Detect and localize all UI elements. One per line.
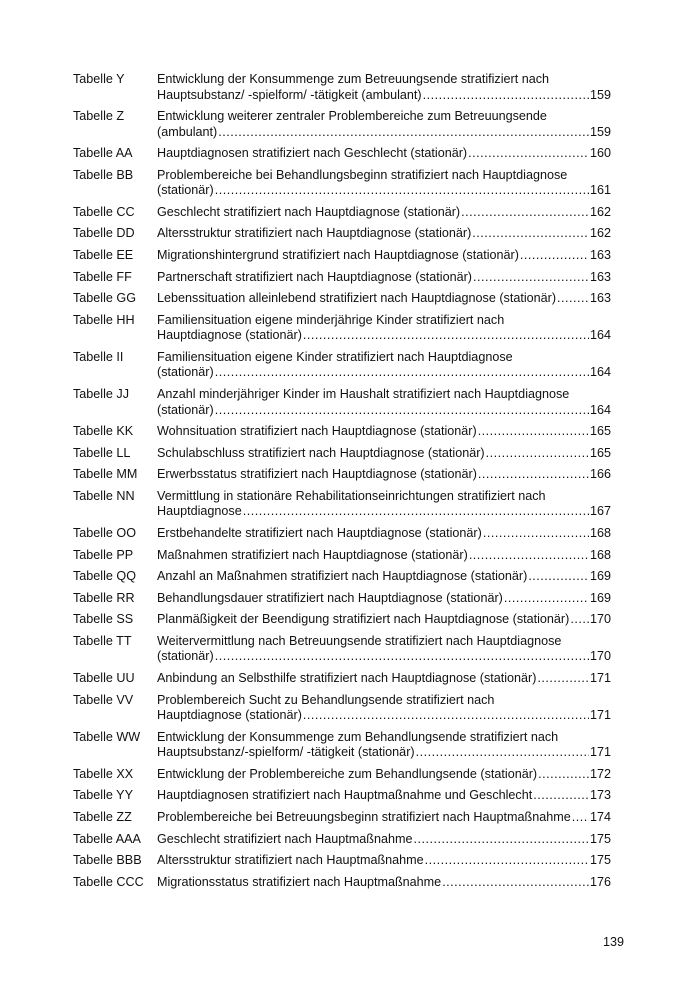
toc-entry-title xyxy=(157,146,611,162)
toc-entry-title-line: Problembereiche bei Behandlungsbeginn stratifiziert nach Hauptdiagnose xyxy=(157,167,568,182)
toc-entry-page[interactable]: 169 xyxy=(589,590,611,605)
toc-entry-title xyxy=(157,109,611,140)
toc-entry[interactable] xyxy=(73,671,611,687)
toc-entry-label: Tabelle FF xyxy=(73,269,132,284)
toc-entry-title-line: Hauptdiagnosen stratifiziert nach Hauptmaßnahme und Geschlecht xyxy=(157,788,533,803)
toc-entry[interactable] xyxy=(73,832,611,848)
toc-entry-label: Tabelle AAA xyxy=(73,831,141,846)
toc-entry-label: Tabelle NN xyxy=(73,488,135,503)
toc-entry[interactable] xyxy=(73,291,611,307)
toc-entry-title xyxy=(157,810,611,826)
toc-entry-page[interactable]: 170 xyxy=(589,612,611,627)
toc-entry-label: Tabelle BB xyxy=(73,167,134,182)
toc-entry-title xyxy=(157,226,611,242)
toc-entry-title-line: Anbindung an Selbsthilfe stratifiziert nach Hauptdiagnose (stationär) xyxy=(157,671,537,686)
toc-entry-label: Tabelle ZZ xyxy=(73,810,132,825)
toc-entry-title-line: Wohnsituation stratifiziert nach Hauptdiagnose (stationär) xyxy=(157,424,477,439)
toc-entry-label: Tabelle RR xyxy=(73,590,135,605)
toc-entry-label: Tabelle QQ xyxy=(73,569,136,584)
toc-entry-title xyxy=(157,591,611,607)
table-of-tables xyxy=(73,72,611,896)
toc-entry-label: Tabelle Y xyxy=(73,72,125,86)
dot-leader xyxy=(528,569,589,585)
toc-entry[interactable] xyxy=(73,788,611,804)
toc-entry[interactable] xyxy=(73,767,611,783)
toc-entry[interactable] xyxy=(73,72,611,103)
toc-entry-label: Tabelle JJ xyxy=(73,387,130,402)
dot-leader xyxy=(425,853,589,869)
toc-entry-title-line: Hauptdiagnose xyxy=(157,504,242,519)
toc-entry-title xyxy=(157,291,611,307)
toc-entry[interactable] xyxy=(73,168,611,199)
toc-entry-page[interactable]: 164 xyxy=(589,328,611,343)
toc-entry-title-line: Altersstruktur stratifiziert nach Hauptmaßnahme xyxy=(157,853,424,868)
toc-entry-title-line: Vermittlung in stationäre Rehabilitationseinrichtungen stratifiziert nach xyxy=(157,488,546,503)
toc-entry-page[interactable]: 170 xyxy=(589,649,611,664)
toc-entry[interactable] xyxy=(73,467,611,483)
toc-entry-page[interactable]: 169 xyxy=(589,569,611,584)
dot-leader xyxy=(303,708,589,724)
toc-entry-page[interactable]: 163 xyxy=(589,269,611,284)
dot-leader xyxy=(461,205,589,221)
toc-entry[interactable] xyxy=(73,109,611,140)
dot-leader xyxy=(483,526,589,542)
dot-leader xyxy=(557,291,589,307)
toc-entry[interactable] xyxy=(73,226,611,242)
toc-entry-label: Tabelle VV xyxy=(73,692,134,707)
toc-entry-title-line: Entwicklung weiterer zentraler Problembereiche zum Betreuungsende xyxy=(157,109,547,124)
toc-entry-label: Tabelle SS xyxy=(73,612,134,627)
toc-entry-label: Tabelle OO xyxy=(73,526,136,540)
toc-entry-label: Tabelle CC xyxy=(73,204,135,219)
toc-entry-title xyxy=(157,548,611,564)
toc-entry-label: Tabelle YY xyxy=(73,788,133,803)
toc-entry-title-line: (stationär) xyxy=(157,183,214,198)
toc-entry-title-line: Problembereich Sucht zu Behandlungsende stratifiziert nach xyxy=(157,692,495,707)
toc-entry[interactable] xyxy=(73,730,611,761)
toc-entry[interactable] xyxy=(73,693,611,724)
dot-leader xyxy=(504,591,589,607)
toc-entry-title xyxy=(157,788,611,804)
toc-entry-title xyxy=(157,248,611,264)
toc-entry-page[interactable]: 166 xyxy=(589,467,611,482)
toc-entry-page[interactable]: 163 xyxy=(589,291,611,306)
toc-entry[interactable] xyxy=(73,350,611,381)
toc-entry-page[interactable]: 161 xyxy=(589,183,611,198)
toc-entry-title-line: Problembereiche bei Betreuungsbeginn stratifiziert nach Hauptmaßnahme xyxy=(157,810,571,825)
toc-entry-page[interactable]: 162 xyxy=(589,226,611,241)
toc-entry[interactable] xyxy=(73,446,611,462)
toc-entry-title xyxy=(157,270,611,286)
toc-entry-title-line: Hauptsubstanz/ -spielform/ -tätigkeit (ambulant) xyxy=(157,87,422,102)
toc-entry-page[interactable]: 167 xyxy=(589,504,611,519)
toc-entry-title xyxy=(157,853,611,869)
toc-entry-title xyxy=(157,526,611,542)
toc-entry-title-line: Anzahl an Maßnahmen stratifiziert nach Hauptdiagnose (stationär) xyxy=(157,569,528,584)
toc-entry-label: Tabelle XX xyxy=(73,766,134,781)
toc-entry-label: Tabelle TT xyxy=(73,633,132,648)
toc-entry[interactable] xyxy=(73,548,611,564)
dot-leader xyxy=(520,248,589,264)
toc-entry-label: Tabelle CCC xyxy=(73,874,144,889)
toc-entry-title xyxy=(157,832,611,848)
dot-leader xyxy=(473,270,589,286)
toc-entry-title-line: Migrationsstatus stratifiziert nach Hauptmaßnahme xyxy=(157,874,442,889)
toc-entry[interactable] xyxy=(73,146,611,162)
toc-entry-page[interactable]: 171 xyxy=(589,745,611,760)
toc-entry-title-line: Maßnahmen stratifiziert nach Hauptdiagnose (stationär) xyxy=(157,547,468,562)
toc-entry-label: Tabelle BBB xyxy=(73,853,142,868)
toc-entry-title-line: Hauptsubstanz/-spielform/ -tätigkeit (stationär) xyxy=(157,745,415,760)
toc-entry-title-line: (ambulant) xyxy=(157,124,218,139)
toc-entry-title-line: Entwicklung der Konsummenge zum Betreuungsende stratifiziert nach xyxy=(157,72,550,86)
toc-entry-title xyxy=(157,767,611,783)
dot-leader xyxy=(442,875,589,891)
toc-entry-label: Tabelle Z xyxy=(73,109,125,124)
toc-entry-title xyxy=(157,168,611,199)
toc-entry-title xyxy=(157,387,611,418)
toc-entry-page[interactable]: 176 xyxy=(589,874,611,889)
toc-entry[interactable] xyxy=(73,591,611,607)
toc-entry[interactable] xyxy=(73,569,611,585)
toc-entry-label: Tabelle PP xyxy=(73,547,134,562)
toc-entry-label: Tabelle MM xyxy=(73,467,138,482)
toc-entry-label: Tabelle GG xyxy=(73,291,136,306)
dot-leader xyxy=(486,446,589,462)
toc-entry[interactable] xyxy=(73,205,611,221)
toc-entry[interactable] xyxy=(73,270,611,286)
toc-entry-label: Tabelle DD xyxy=(73,226,135,241)
dot-leader xyxy=(416,745,589,761)
toc-entry-title xyxy=(157,350,611,381)
toc-entry-title-line: Geschlecht stratifiziert nach Hauptdiagnose (stationär) xyxy=(157,204,461,219)
toc-entry-page[interactable]: 171 xyxy=(589,708,611,723)
toc-entry-page[interactable]: 159 xyxy=(589,124,611,139)
toc-entry-title-line: Altersstruktur stratifiziert nach Hauptdiagnose (stationär) xyxy=(157,226,472,241)
toc-entry-page[interactable]: 163 xyxy=(589,248,611,263)
toc-entry-page[interactable]: 165 xyxy=(589,424,611,439)
toc-entry-page[interactable]: 171 xyxy=(589,671,611,686)
toc-entry-title-line: Hauptdiagnose (stationär) xyxy=(157,328,302,343)
toc-entry[interactable] xyxy=(73,853,611,869)
toc-entry-title-line: Familiensituation eigene minderjährige Kinder stratifiziert nach xyxy=(157,312,505,327)
toc-entry-title xyxy=(157,693,611,724)
dot-leader xyxy=(218,125,589,141)
toc-entry-title-line: Partnerschaft stratifiziert nach Hauptdiagnose (stationär) xyxy=(157,269,472,284)
dot-leader xyxy=(469,548,589,564)
toc-entry-label: Tabelle KK xyxy=(73,424,134,439)
toc-entry-label: Tabelle HH xyxy=(73,312,135,327)
dot-leader xyxy=(538,767,589,783)
toc-entry-label: Tabelle II xyxy=(73,349,124,364)
toc-entry-title xyxy=(157,424,611,440)
dot-leader xyxy=(303,328,589,344)
toc-entry[interactable] xyxy=(73,248,611,264)
toc-entry-title-line: (stationär) xyxy=(157,649,214,664)
toc-entry-title-line: Schulabschluss stratifiziert nach Hauptdiagnose (stationär) xyxy=(157,445,485,460)
toc-entry-title-line: Planmäßigkeit der Beendigung stratifiziert nach Hauptdiagnose (stationär) xyxy=(157,612,570,627)
toc-entry-title xyxy=(157,671,611,687)
toc-entry[interactable] xyxy=(73,313,611,344)
toc-entry-title xyxy=(157,205,611,221)
toc-entry-title-line: (stationär) xyxy=(157,402,214,417)
toc-entry-title xyxy=(157,72,611,103)
toc-entry-page[interactable]: 160 xyxy=(589,146,611,161)
toc-entry-page[interactable]: 162 xyxy=(589,204,611,219)
toc-entry-page[interactable]: 164 xyxy=(589,365,611,380)
dot-leader xyxy=(572,810,589,826)
toc-entry-page[interactable]: 175 xyxy=(589,853,611,868)
toc-entry-label: Tabelle EE xyxy=(73,248,134,263)
toc-entry-page[interactable]: 168 xyxy=(589,547,611,562)
toc-entry[interactable] xyxy=(73,810,611,826)
dot-leader xyxy=(414,832,589,848)
toc-entry-page[interactable]: 165 xyxy=(589,445,611,460)
dot-leader xyxy=(215,649,589,665)
toc-entry-title-line: Hauptdiagnosen stratifiziert nach Geschlecht (stationär) xyxy=(157,146,468,161)
toc-entry-title xyxy=(157,612,611,628)
dot-leader xyxy=(570,612,589,628)
toc-entry-title-line: Behandlungsdauer stratifiziert nach Hauptdiagnose (stationär) xyxy=(157,590,503,605)
toc-entry[interactable] xyxy=(73,612,611,628)
toc-entry-title xyxy=(157,489,611,520)
dot-leader xyxy=(468,146,589,162)
toc-entry-title-line: Hauptdiagnose (stationär) xyxy=(157,708,302,723)
toc-entry-label: Tabelle WW xyxy=(73,729,141,744)
toc-entry-title-line: Entwicklung der Problembereiche zum Behandlungsende (stationär) xyxy=(157,766,538,781)
toc-entry-page[interactable]: 174 xyxy=(589,810,611,825)
toc-entry-label: Tabelle LL xyxy=(73,445,131,460)
toc-entry[interactable] xyxy=(73,489,611,520)
toc-entry[interactable] xyxy=(73,875,611,891)
dot-leader xyxy=(537,671,589,687)
toc-entry-title-line: Anzahl minderjähriger Kinder im Haushalt stratifiziert nach Hauptdiagnose xyxy=(157,387,570,402)
toc-entry-title xyxy=(157,446,611,462)
toc-entry-page[interactable]: 159 xyxy=(589,87,611,102)
toc-entry-title-line: (stationär) xyxy=(157,365,214,380)
toc-entry-title-line: Geschlecht stratifiziert nach Hauptmaßnahme xyxy=(157,831,413,846)
toc-entry-title xyxy=(157,313,611,344)
toc-entry-page[interactable]: 164 xyxy=(589,402,611,417)
dot-leader xyxy=(215,365,589,381)
dot-leader xyxy=(215,403,589,419)
dot-leader xyxy=(472,226,589,242)
toc-entry[interactable] xyxy=(73,526,611,542)
page-number: 139 xyxy=(603,935,625,949)
toc-entry-title-line: Migrationshintergrund stratifiziert nach Hauptdiagnose (stationär) xyxy=(157,248,519,263)
dot-leader xyxy=(423,88,589,104)
toc-entry-title-line: Lebenssituation alleinlebend stratifiziert nach Hauptdiagnose (stationär) xyxy=(157,291,557,306)
toc-entry-page[interactable]: 173 xyxy=(589,788,611,803)
dot-leader xyxy=(243,504,589,520)
dot-leader xyxy=(215,183,589,199)
toc-entry-title-line: Erwerbsstatus stratifiziert nach Hauptdiagnose (stationär) xyxy=(157,467,477,482)
toc-entry-label: Tabelle AA xyxy=(73,146,133,161)
toc-entry-title xyxy=(157,569,611,585)
toc-entry-page[interactable]: 172 xyxy=(589,766,611,781)
toc-entry[interactable] xyxy=(73,424,611,440)
toc-entry[interactable] xyxy=(73,634,611,665)
toc-entry[interactable] xyxy=(73,387,611,418)
toc-entry-title-line: Entwicklung der Konsummenge zum Behandlungsende stratifiziert nach xyxy=(157,729,559,744)
toc-entry-title xyxy=(157,875,611,891)
dot-leader xyxy=(478,424,589,440)
dot-leader xyxy=(478,467,589,483)
toc-entry-page[interactable]: 175 xyxy=(589,831,611,846)
toc-entry-title xyxy=(157,634,611,665)
toc-entry-title-line: Weitervermittlung nach Betreuungsende stratifiziert nach Hauptdiagnose xyxy=(157,633,562,648)
dot-leader xyxy=(533,788,589,804)
toc-entry-title-line: Erstbehandelte stratifiziert nach Hauptdiagnose (stationär) xyxy=(157,526,482,540)
toc-entry-page[interactable]: 168 xyxy=(589,526,611,540)
toc-entry-label: Tabelle UU xyxy=(73,671,135,686)
toc-entry-title-line: Familiensituation eigene Kinder stratifiziert nach Hauptdiagnose xyxy=(157,349,513,364)
toc-entry-title xyxy=(157,467,611,483)
toc-entry-title xyxy=(157,730,611,761)
